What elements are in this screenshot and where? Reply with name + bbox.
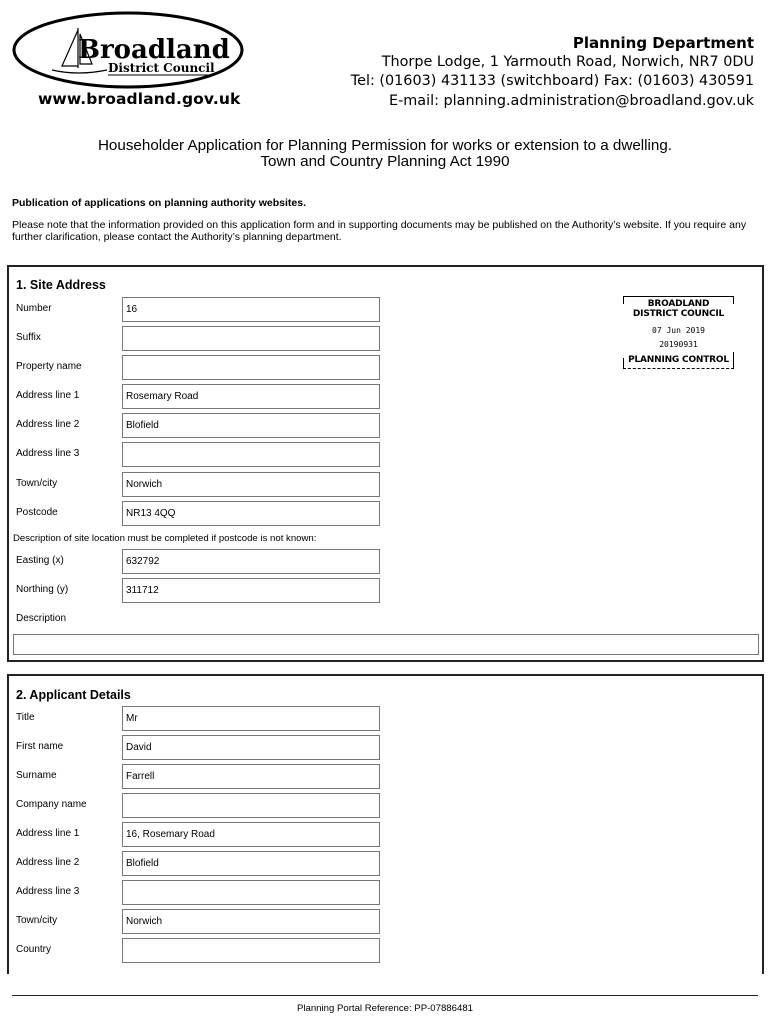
address-line1-field[interactable]: Rosemary Road: [122, 384, 380, 409]
section-title: 1. Site Address: [16, 278, 106, 292]
address-line2-field[interactable]: Blofield: [122, 851, 380, 876]
town-field[interactable]: Norwich: [122, 909, 380, 934]
stamp-line2: DISTRICT COUNCIL: [632, 309, 725, 319]
field-label: Postcode: [16, 507, 58, 518]
stamp-date: 07 Jun 2019: [652, 326, 705, 335]
northing-field[interactable]: 311712: [122, 578, 380, 603]
stamp-reference: 20190931: [659, 340, 698, 349]
field-label: Surname: [16, 770, 57, 781]
location-note: Description of site location must be completed if postcode is not known:: [13, 533, 317, 544]
publication-heading: Publication of applications on planning authority websites.: [12, 197, 307, 209]
publication-note: Please note that the information provided on this application form and in supporting documents may be published on the Authority’s website. If you require any further clarification, please contact the Authority’s planning department.: [12, 219, 747, 243]
field-label: Northing (y): [16, 584, 69, 595]
department-phone: Tel: (01603) 431133 (switchboard) Fax: (01603) 430591: [350, 73, 754, 90]
field-label: Number: [16, 303, 52, 314]
easting-field[interactable]: 632792: [122, 549, 380, 574]
field-label: Property name: [16, 361, 82, 372]
field-label: Easting (x): [16, 555, 64, 566]
town-field[interactable]: Norwich: [122, 472, 380, 497]
address-line3-field[interactable]: [122, 880, 380, 905]
field-label: Address line 1: [16, 390, 80, 401]
property-name-field[interactable]: [122, 355, 380, 380]
country-field[interactable]: [122, 938, 380, 963]
suffix-field[interactable]: [122, 326, 380, 351]
field-label: Address line 3: [16, 448, 80, 459]
first-name-field[interactable]: David: [122, 735, 380, 760]
stamp-line5: PLANNING CONTROL: [628, 355, 729, 365]
broadland-logo: [12, 10, 244, 96]
field-label: Address line 1: [16, 828, 80, 839]
description-field[interactable]: [13, 634, 759, 655]
received-stamp: [623, 296, 734, 368]
department-email: E-mail: planning.administration@broadland.gov.uk: [389, 92, 754, 109]
surname-field[interactable]: Farrell: [122, 764, 380, 789]
postcode-field[interactable]: NR13 4QQ: [122, 501, 380, 526]
field-label: Address line 2: [16, 419, 80, 430]
section-title: 2. Applicant Details: [16, 688, 131, 702]
field-label: First name: [16, 741, 64, 752]
department-address: Thorpe Lodge, 1 Yarmouth Road, Norwich, NR7 0DU: [381, 54, 754, 71]
field-label: Town/city: [16, 478, 58, 489]
department-contact: [351, 34, 754, 111]
stamp-line1: BROADLAND: [647, 299, 710, 309]
logo-subtitle: District Council: [108, 61, 215, 75]
address-line2-field[interactable]: Blofield: [122, 413, 380, 438]
logo-name: Broadland: [78, 35, 230, 65]
portal-reference: Planning Portal Reference: PP-07886481: [296, 1003, 473, 1014]
address-line3-field[interactable]: [122, 442, 380, 467]
form-title-line1: Householder Application for Planning Permission for works or extension to a dwelling.: [97, 137, 673, 154]
field-label: Suffix: [16, 332, 41, 343]
form-title: [0, 138, 770, 170]
council-website-link[interactable]: www.broadland.gov.uk: [38, 90, 241, 108]
field-label: Description: [16, 613, 67, 624]
field-label: Country: [16, 944, 52, 955]
department-title: Planning Department: [572, 34, 754, 52]
field-label: Address line 3: [16, 886, 80, 897]
title-field[interactable]: Mr: [122, 706, 380, 731]
field-label: Address line 2: [16, 857, 80, 868]
field-label: Title: [16, 712, 35, 723]
address-line1-field[interactable]: 16, Rosemary Road: [122, 822, 380, 847]
field-label: Company name: [16, 799, 87, 810]
form-title-line2: Town and Country Planning Act 1990: [260, 153, 510, 170]
site-address-section: [7, 265, 764, 662]
applicant-details-section: [7, 674, 764, 974]
company-name-field[interactable]: [122, 793, 380, 818]
number-field[interactable]: 16: [122, 297, 380, 322]
field-label: Town/city: [16, 915, 58, 926]
footer-divider: [12, 995, 758, 996]
